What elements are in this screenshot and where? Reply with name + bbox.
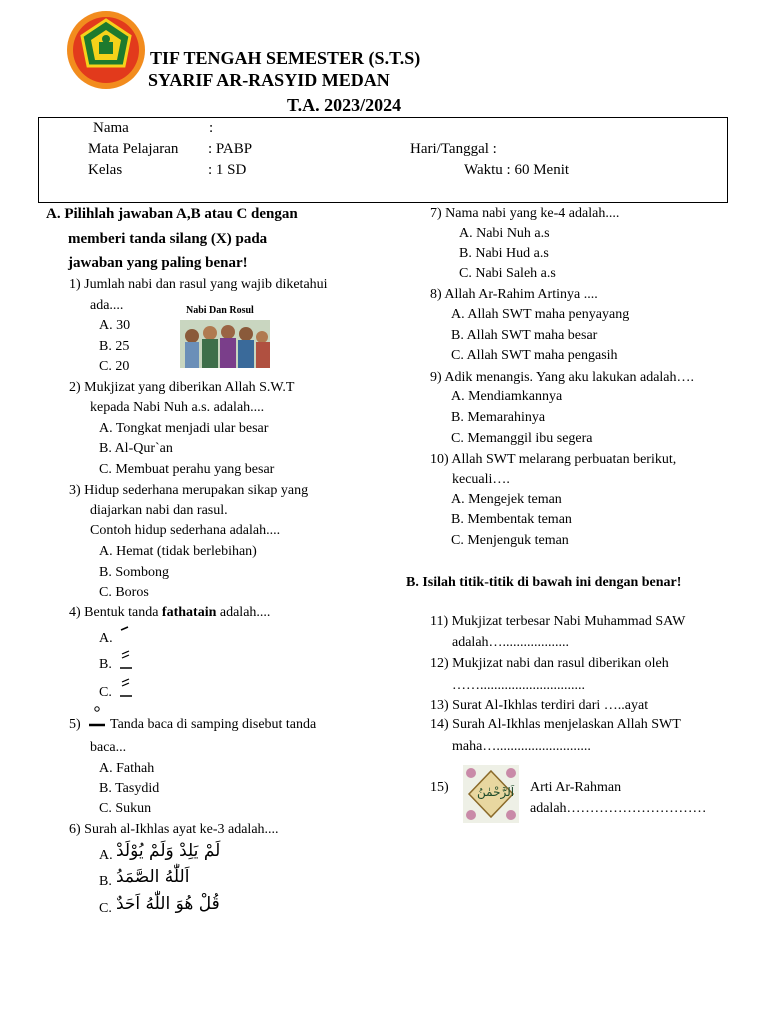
q3-option-a: A. Hemat (tidak berlebihan) [99,544,257,559]
q15-number: 15) [430,780,449,795]
ar-rahman-arabic-text: اَلرَّحْمٰنُ [477,785,515,799]
header-line-3: T.A. 2023/2024 [287,95,402,115]
q6-option-a-arabic: لَمْ يَلِدْ وَلَمْ يُوْلَدْ [116,841,221,861]
section-b-title: B. Isilah titik-titik di bawah ini dengan benar! [406,575,682,590]
q11-text: 11) Mukjizat terbesar Nabi Muhammad SAW [430,614,686,629]
q1-option-c: C. 20 [99,359,130,374]
nama-label: Nama [93,120,129,136]
header-line-1: TIF TENGAH SEMESTER (S.T.S) [150,48,421,68]
q10-option-a: A. Mengejek teman [451,492,562,507]
q10-text-2: kecuali…. [452,472,510,487]
q6-option-c-arabic: قُلْ هُوَ اللّٰهُ اَحَدٌ [116,894,220,914]
q10-option-b: B. Membentak teman [451,512,572,527]
hari-label: Hari/Tanggal : [410,141,497,157]
fathah-mark-icon [118,624,132,646]
nama-colon: : [209,120,214,136]
q2-option-b: B. Al-Qur`an [99,441,173,456]
q13-text: 13) Surat Al-Ikhlas terdiri dari …..ayat [430,698,649,713]
kasratain-mark-icon [118,676,134,700]
header-line-2: SYARIF AR-RASYID MEDAN [148,70,390,90]
prophets-illustration-caption: Nabi Dan Rosul [186,305,254,316]
q10-text: 10) Allah SWT melarang perbuatan berikut, [430,452,677,467]
q1-text: 1) Jumlah nabi dan rasul yang wajib diketahui [69,277,328,292]
q2-option-c: C. Membuat perahu yang besar [99,462,275,477]
q1-option-b: B. 25 [99,339,130,354]
q5-option-b: B. Tasydid [99,781,160,796]
mapel-label: Mata Pelajaran [88,141,179,157]
q6-text: 6) Surah al-Ikhlas ayat ke-3 adalah.... [69,822,279,837]
q7-option-c: C. Nabi Saleh a.s [459,266,556,281]
q5-text-2: baca... [90,740,127,755]
q12-text-2: …….............................. [452,678,585,693]
q1-option-a: A. 30 [99,318,131,333]
q5-option-c: C. Sukun [99,801,152,816]
q3-text-3: Contoh hidup sederhana adalah.... [90,523,281,538]
q7-option-a: A. Nabi Nuh a.s [459,226,550,241]
section-a-title-2: memberi tanda silang (X) pada [68,231,268,247]
q9-option-c: C. Memanggil ibu segera [451,431,593,446]
q14-text: 14) Surah Al-Ikhlas menjelaskan Allah SWT [430,717,681,732]
section-a-title-3: jawaban yang paling benar! [68,255,248,271]
q2-text-2: kepada Nabi Nuh a.s. adalah.... [90,400,265,415]
q10-option-c: C. Menjenguk teman [451,533,569,548]
q7-text: 7) Nama nabi yang ke-4 adalah.... [430,206,620,221]
q6-option-a: A. [99,848,113,863]
prophets-figures [180,320,270,368]
q8-option-c: C. Allah SWT maha pengasih [451,348,618,363]
q6-option-b-arabic: اَللّٰهُ الصَّمَدُ [116,867,190,887]
q5-option-a: A. Fathah [99,761,155,776]
q9-option-b: B. Memarahinya [451,410,546,425]
q7-option-b: B. Nabi Hud a.s [459,246,549,261]
q6-option-c: C. [99,901,112,916]
q8-text: 8) Allah Ar-Rahim Artinya .... [430,287,598,302]
kelas-value: : 1 SD [208,162,247,178]
fathatain-mark-icon [118,648,134,672]
waktu-label: Waktu : 60 Menit [464,162,570,178]
q8-option-a: A. Allah SWT maha penyayang [451,307,630,322]
q4-text-pre: 4) Bentuk tanda [69,605,162,620]
q2-option-a: A. Tongkat menjadi ular besar [99,421,269,436]
q3-text-2: diajarkan nabi dan rasul. [90,503,228,518]
q3-option-c: C. Boros [99,585,149,600]
q9-text: 9) Adik menangis. Yang aku lakukan adalah…. [430,370,695,385]
q4-text-post: adalah.... [216,605,271,620]
q11-text-2: adalah…................... [452,635,570,650]
q2-text: 2) Mukjizat yang diberikan Allah S.W.T [69,380,295,395]
q5-text: Tanda baca di samping disebut tanda [110,717,317,732]
q15-text-2: adalah………………………… [530,801,707,816]
q12-text: 12) Mukjizat nabi dan rasul diberikan oleh [430,656,669,671]
q9-option-a: A. Mendiamkannya [451,389,563,404]
prophets-illustration [180,304,270,368]
q15-text: Arti Ar-Rahman [530,780,622,795]
q3-option-b: B. Sombong [99,565,170,580]
student-info-box [38,117,728,203]
q14-text-2: maha…........................... [452,739,591,754]
q5-number: 5) [69,717,81,732]
q8-option-b: B. Allah SWT maha besar [451,328,598,343]
q4-text-bold: fathatain [161,605,217,620]
q4-option-a: A. [99,631,113,646]
q3-text: 3) Hidup sederhana merupakan sikap yang [69,483,309,498]
q4-option-b: B. [99,657,112,672]
ar-rahman-calligraphy-image [463,765,519,823]
q6-option-b: B. [99,874,112,889]
q4-text [69,605,270,621]
section-a-title-1: A. Pilihlah jawaban A,B atau C dengan [46,206,298,222]
q1-text-2: ada.... [90,298,124,313]
sukun-mark-icon [88,705,106,729]
mapel-value: : PABP [208,141,253,157]
kelas-label: Kelas [88,162,123,178]
q4-option-c: C. [99,685,112,700]
school-logo [66,10,146,90]
